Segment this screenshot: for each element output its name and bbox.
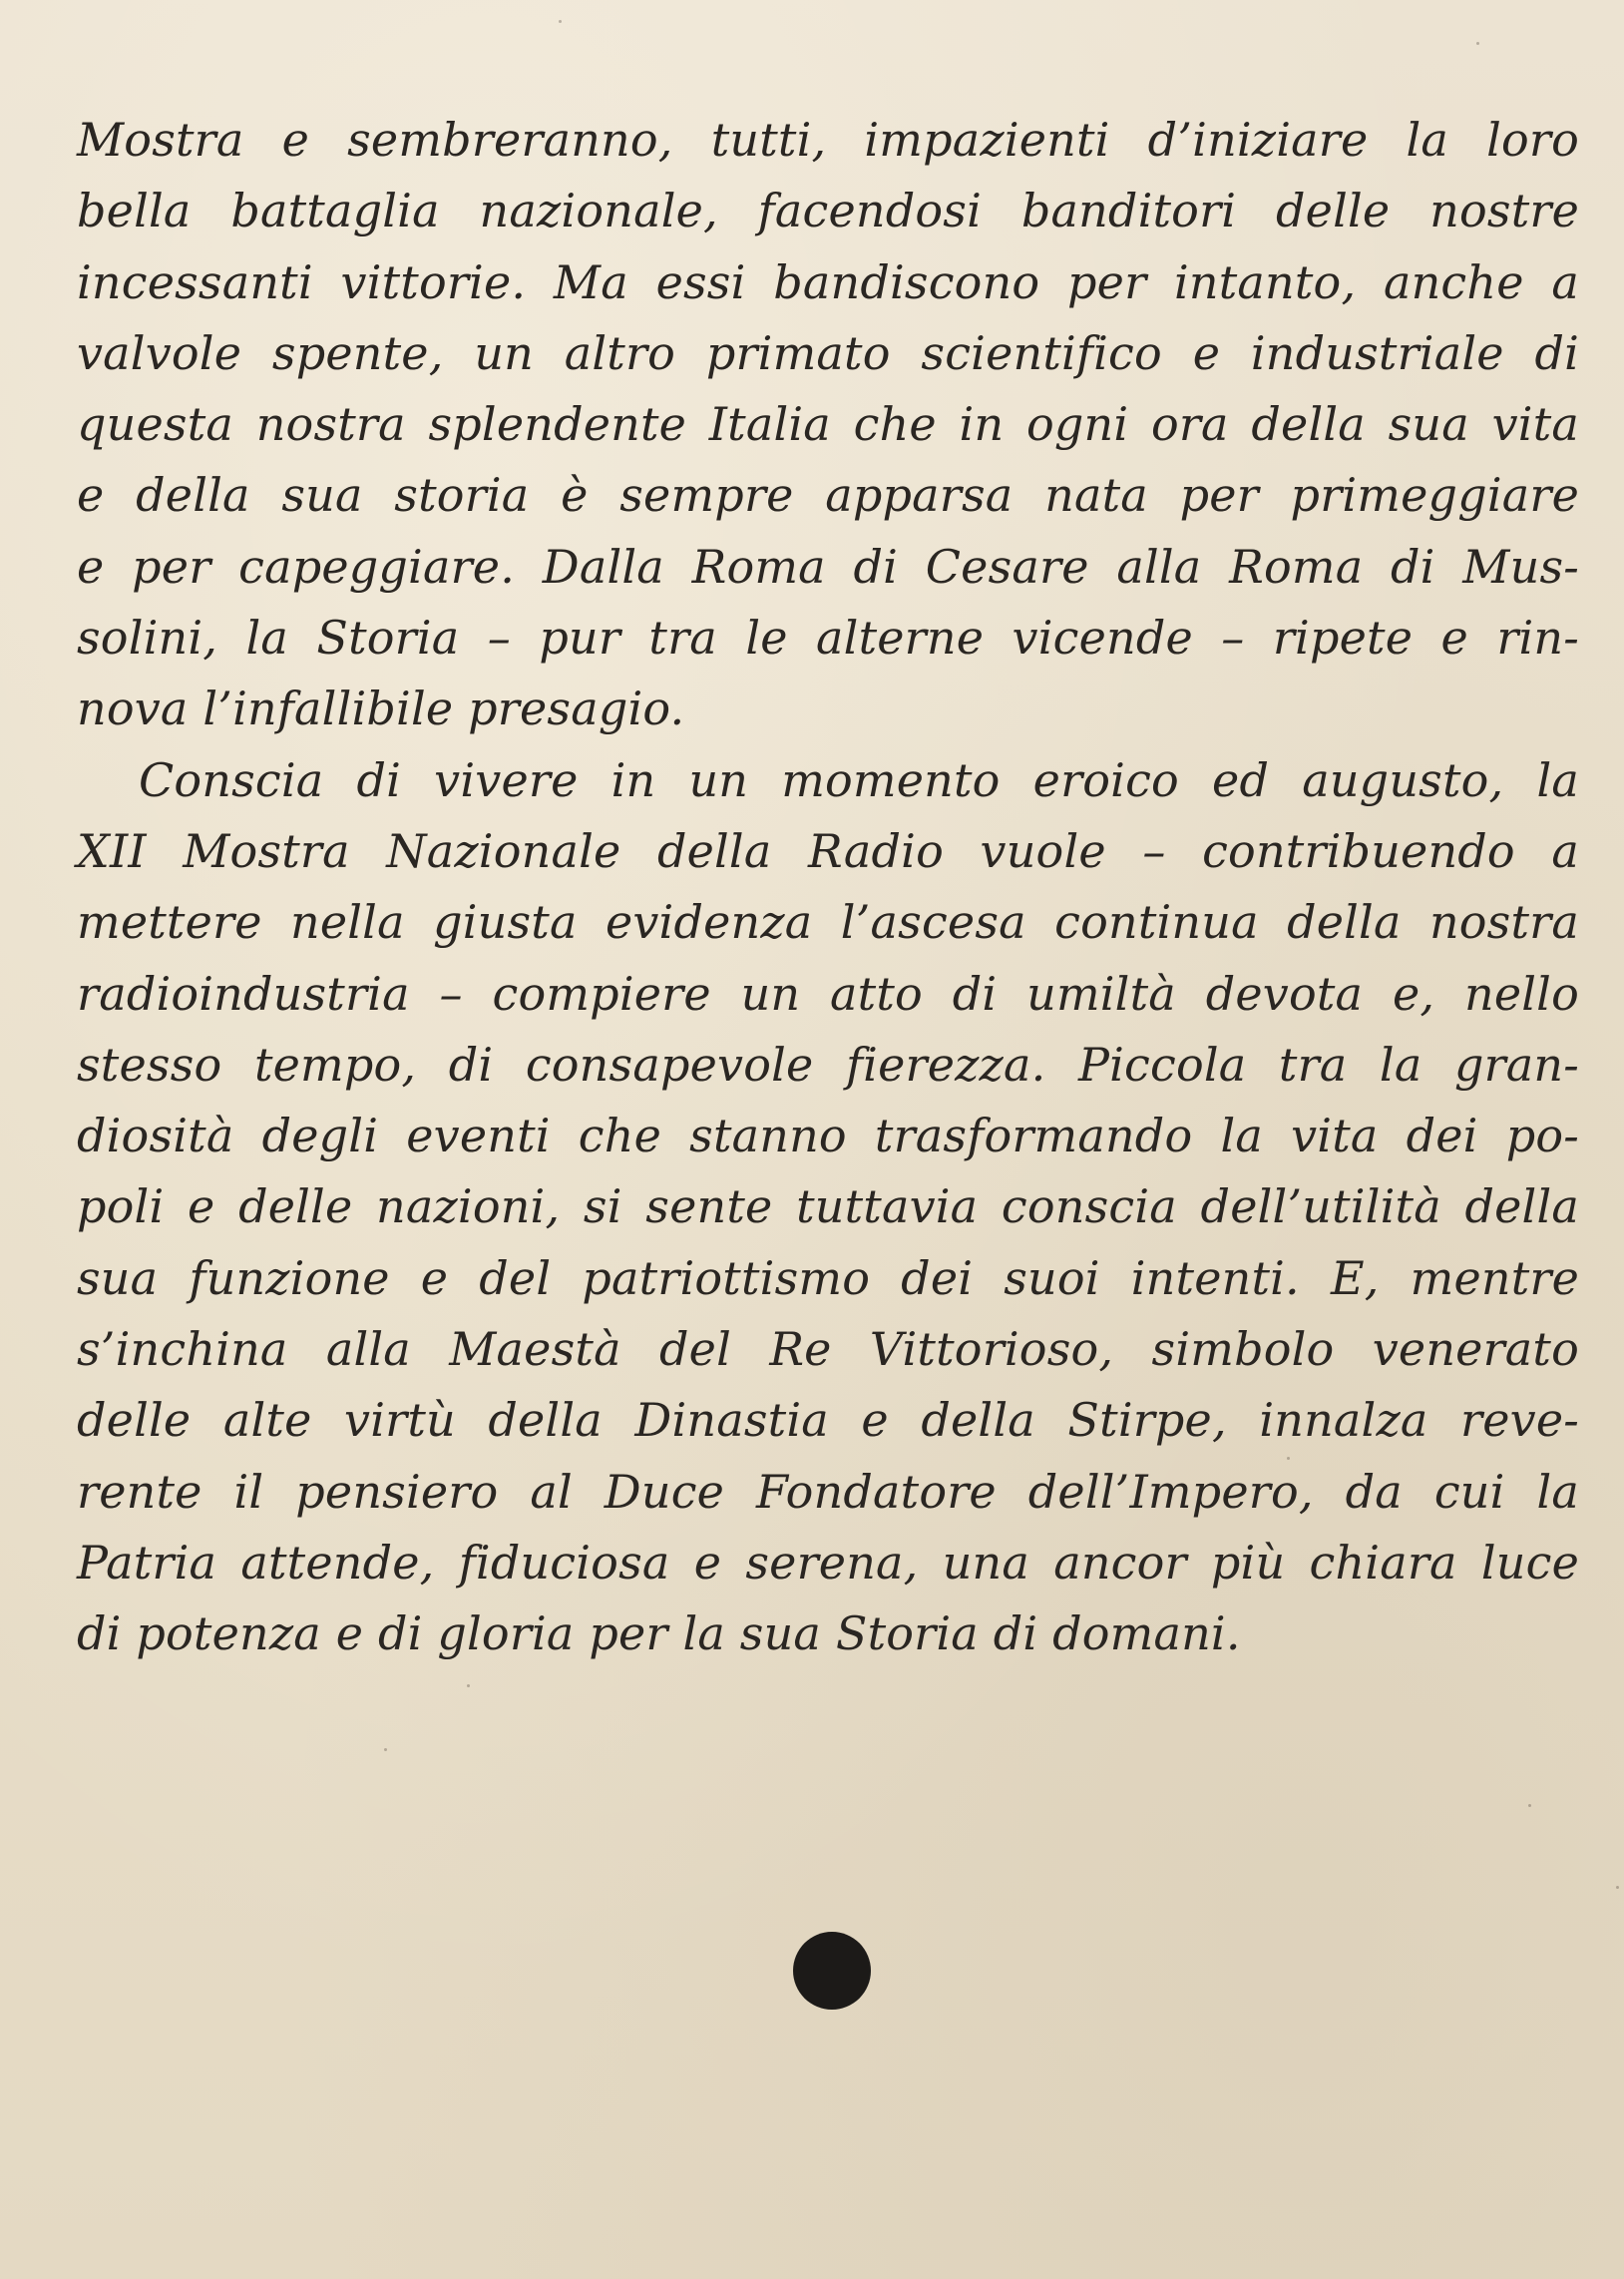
- text-line: s’inchina alla Maestà del Re Vittorioso, simbolo venerato: [77, 1322, 1579, 1377]
- paper-speck: [1528, 1804, 1531, 1807]
- text-line: Conscia di vivere in un momento eroico ed augusto, la: [139, 752, 1579, 807]
- paragraph-2: [77, 745, 1579, 1670]
- text-line: diosità degli eventi che stanno trasformando la vita dei po-: [77, 1109, 1579, 1163]
- paper-speck: [1616, 1886, 1619, 1889]
- text-line: incessanti vittorie. Ma essi bandiscono per intanto, anche a: [77, 254, 1579, 309]
- text-line: questa nostra splendente Italia che in ogni ora della sua vita: [77, 397, 1579, 452]
- text-line: Mostra e sembreranno, tutti, impazienti d’iniziare la loro: [77, 113, 1579, 167]
- paper-speck: [1476, 42, 1479, 45]
- text-line: e della sua storia è sempre apparsa nata per primeggiare: [77, 468, 1579, 523]
- text-line: e per capeggiare. Dalla Roma di Cesare alla Roma di Mus-: [77, 539, 1579, 594]
- text-line: delle alte virtù della Dinastia e della Stirpe, innalza reve-: [77, 1393, 1579, 1448]
- text-line: valvole spente, un altro primato scientifico e industriale di: [77, 325, 1579, 380]
- ornament-dot: [793, 1932, 871, 2010]
- text-line: poli e delle nazioni, si sente tuttavia conscia dell’utilità della: [77, 1179, 1579, 1234]
- text-line: solini, la Storia – pur tra le alterne vicende – ripete e rin-: [77, 611, 1579, 666]
- paper-speck: [559, 20, 562, 23]
- paper-speck: [467, 1684, 470, 1687]
- text-line: nova l’infallibile presagio.: [77, 682, 685, 736]
- text-line: rente il pensiero al Duce Fondatore dell’Impero, da cui la: [77, 1464, 1579, 1519]
- text-line: di potenza e di gloria per la sua Storia di domani.: [77, 1606, 1241, 1661]
- text-line: mettere nella giusta evidenza l’ascesa continua della nostra: [77, 895, 1579, 950]
- paragraph-1: [77, 105, 1579, 745]
- text-line: bella battaglia nazionale, facendosi banditori delle nostre: [77, 184, 1579, 238]
- text-line: XII Mostra Nazionale della Radio vuole – contribuendo a: [77, 823, 1579, 878]
- text-line: Patria attende, fiduciosa e serena, una ancor più chiara luce: [77, 1535, 1579, 1590]
- paper-speck: [384, 1748, 387, 1751]
- text-line: sua funzione e del patriottismo dei suoi intenti. E, mentre: [77, 1250, 1579, 1305]
- body-text: [77, 105, 1579, 1670]
- text-line: stesso tempo, di consapevole fierezza. Piccola tra la gran-: [77, 1037, 1579, 1092]
- paper-speck: [1287, 1457, 1290, 1460]
- text-line: radioindustria – compiere un atto di umiltà devota e, nello: [77, 966, 1579, 1021]
